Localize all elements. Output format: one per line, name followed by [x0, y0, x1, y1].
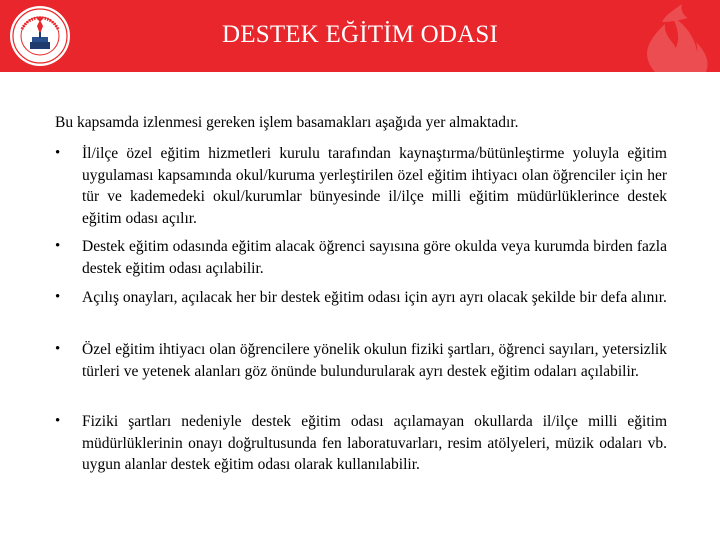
bullet-item: [55, 143, 667, 230]
bullet-icon: •: [55, 289, 61, 305]
page-title: DESTEK EĞİTİM ODASI: [222, 21, 498, 48]
bullet-text: Özel eğitim ihtiyacı olan öğrencilere yönelik okulun fiziki şartları, öğrenci sayıları, yetersizlik türleri ve yetenek alanları göz önünde bulundurularak ayrı destek eğitim odaları açılabilir.: [82, 341, 667, 380]
bullet-icon: •: [55, 145, 61, 161]
bullet-text: Destek eğitim odasında eğitim alacak öğrenci sayısına göre okulda veya kurumda birden fazla destek eğitim odası açılabilir.: [82, 238, 667, 277]
bullet-item: [55, 411, 667, 476]
bullet-item: [55, 339, 667, 382]
bullet-item: [55, 287, 667, 309]
bullet-text: İl/ilçe özel eğitim hizmetleri kurulu tarafından kaynaştırma/bütünleştirme yoluyla eğitim uygulaması kapsamında okul/kuruma yerleştirilen özel eğitim ihtiyacı olan öğrenciler için her tür ve kademedeki okul/kurumlar bünyesinde il/ilçe milli eğitim müdürlüklerince destek eğitim odası açılır.: [82, 145, 667, 228]
bullet-icon: •: [55, 238, 61, 254]
bullet-text: Açılış onayları, açılacak her bir destek eğitim odası için ayrı ayrı olacak şekilde bir defa alınır.: [82, 289, 667, 306]
bullet-text: Fiziki şartları nedeniyle destek eğitim odası açılamayan okullarda il/ilçe milli eğitim müdürlüklerinin onayı doğrultusunda fen laboratuvarları, resim atölyeleri, müzik odaları vb. uygun alanlar destek eğitim odası olarak kullanılabilir.: [82, 413, 667, 474]
intro-text: Bu kapsamda izlenmesi gereken işlem basamakları aşağıda yer almaktadır.: [55, 114, 519, 131]
bullet-icon: •: [55, 341, 61, 357]
bullet-icon: •: [55, 413, 61, 429]
bullet-item: [55, 236, 667, 279]
header-banner: [0, 0, 720, 72]
